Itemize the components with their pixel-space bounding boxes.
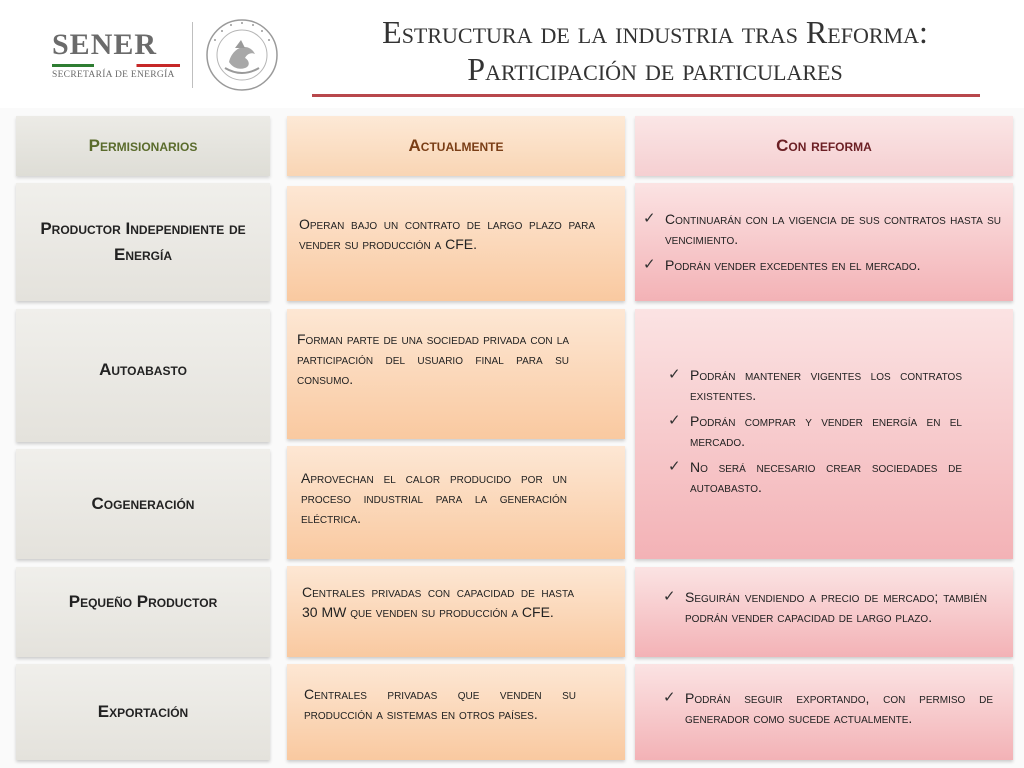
check-icon: ✓ xyxy=(668,458,681,475)
actual-cell-pequeno-productor xyxy=(287,566,625,657)
reforma-cell-autoabasto-cogeneracion xyxy=(635,309,1013,559)
column-header-con-reforma: Con reforma xyxy=(635,116,1013,176)
actual-text: Centrales privadas que venden su producción a sistemas en otros países. xyxy=(304,686,576,722)
reforma-list xyxy=(643,209,1001,281)
reforma-list xyxy=(663,688,993,734)
row-name-exportacion xyxy=(16,664,270,760)
row-name-cogeneracion xyxy=(16,449,270,559)
logo-flag-line xyxy=(52,64,180,67)
check-icon: ✓ xyxy=(643,210,656,227)
check-icon: ✓ xyxy=(668,366,681,383)
actual-cell-productor-independiente xyxy=(287,186,625,301)
reforma-list xyxy=(668,365,962,503)
reforma-item: ✓ Podrán mantener vigentes los contratos existentes. xyxy=(668,366,962,403)
reforma-cell-productor-independiente xyxy=(635,183,1013,301)
actual-text: Centrales privadas con capacidad de hasta 30 MW que venden su producción a CFE. xyxy=(302,584,574,620)
check-icon: ✓ xyxy=(663,689,676,706)
reforma-list xyxy=(663,587,987,633)
row-name-pequeno-productor xyxy=(16,567,270,657)
reforma-item: ✓ Seguirán vendiendo a precio de mercado; también podrán vender capacidad de largo plazo. xyxy=(663,588,987,625)
title-line-1: Estructura de la industria tras Reforma: xyxy=(382,14,928,50)
row-name-label: Pequeño Productor xyxy=(68,592,218,611)
row-name-productor-independiente xyxy=(16,183,270,301)
reforma-item: ✓ Podrán comprar y vender energía en el mercado. xyxy=(668,412,962,449)
column-header-actualmente: Actualmente xyxy=(287,116,625,176)
logo-text: SENER xyxy=(52,28,158,61)
row-name-label: Autoabasto xyxy=(99,360,187,379)
sener-logo xyxy=(52,30,180,80)
actual-cell-exportacion xyxy=(287,664,625,760)
row-name-label: Cogeneración xyxy=(91,494,195,513)
reforma-cell-pequeno-productor xyxy=(635,567,1013,657)
mexican-coat-of-arms-icon xyxy=(205,18,279,92)
check-icon: ✓ xyxy=(668,412,681,429)
logo-subtitle: SECRETARÍA DE ENERGÍA xyxy=(52,70,175,80)
slide-header xyxy=(0,0,1024,108)
actual-text: Operan bajo un contrato de largo plazo para vender su producción a CFE. xyxy=(299,216,595,252)
title-underline xyxy=(312,94,980,97)
check-icon: ✓ xyxy=(663,588,676,605)
column-header-permisionarios: Permisionarios xyxy=(16,116,270,176)
actual-text: Aprovechan el calor producido por un proceso industrial para la generación eléctrica. xyxy=(301,470,567,526)
slide-title xyxy=(300,14,1010,88)
logo-divider xyxy=(192,22,193,88)
actual-cell-cogeneracion xyxy=(287,446,625,559)
reforma-item: ✓ Continuarán con la vigencia de sus contratos hasta su vencimiento. xyxy=(643,210,1001,247)
row-name-label: Productor Independiente de Energía xyxy=(40,219,246,264)
reforma-item: ✓ Podrán seguir exportando, con permiso de generador como sucede actualmente. xyxy=(663,689,993,726)
reforma-cell-exportacion xyxy=(635,664,1013,760)
check-icon: ✓ xyxy=(643,256,656,273)
row-name-autoabasto xyxy=(16,309,270,442)
actual-cell-autoabasto xyxy=(287,309,625,439)
row-name-label: Exportación xyxy=(97,702,189,721)
title-line-2: Participación de particulares xyxy=(467,51,843,87)
actual-text: Forman parte de una sociedad privada con la participación del usuario final para su consumo. xyxy=(297,331,569,387)
reforma-item: ✓ No será necesario crear sociedades de autoabasto. xyxy=(668,458,962,495)
reforma-item: ✓ Podrán vender excedentes en el mercado. xyxy=(643,256,921,273)
